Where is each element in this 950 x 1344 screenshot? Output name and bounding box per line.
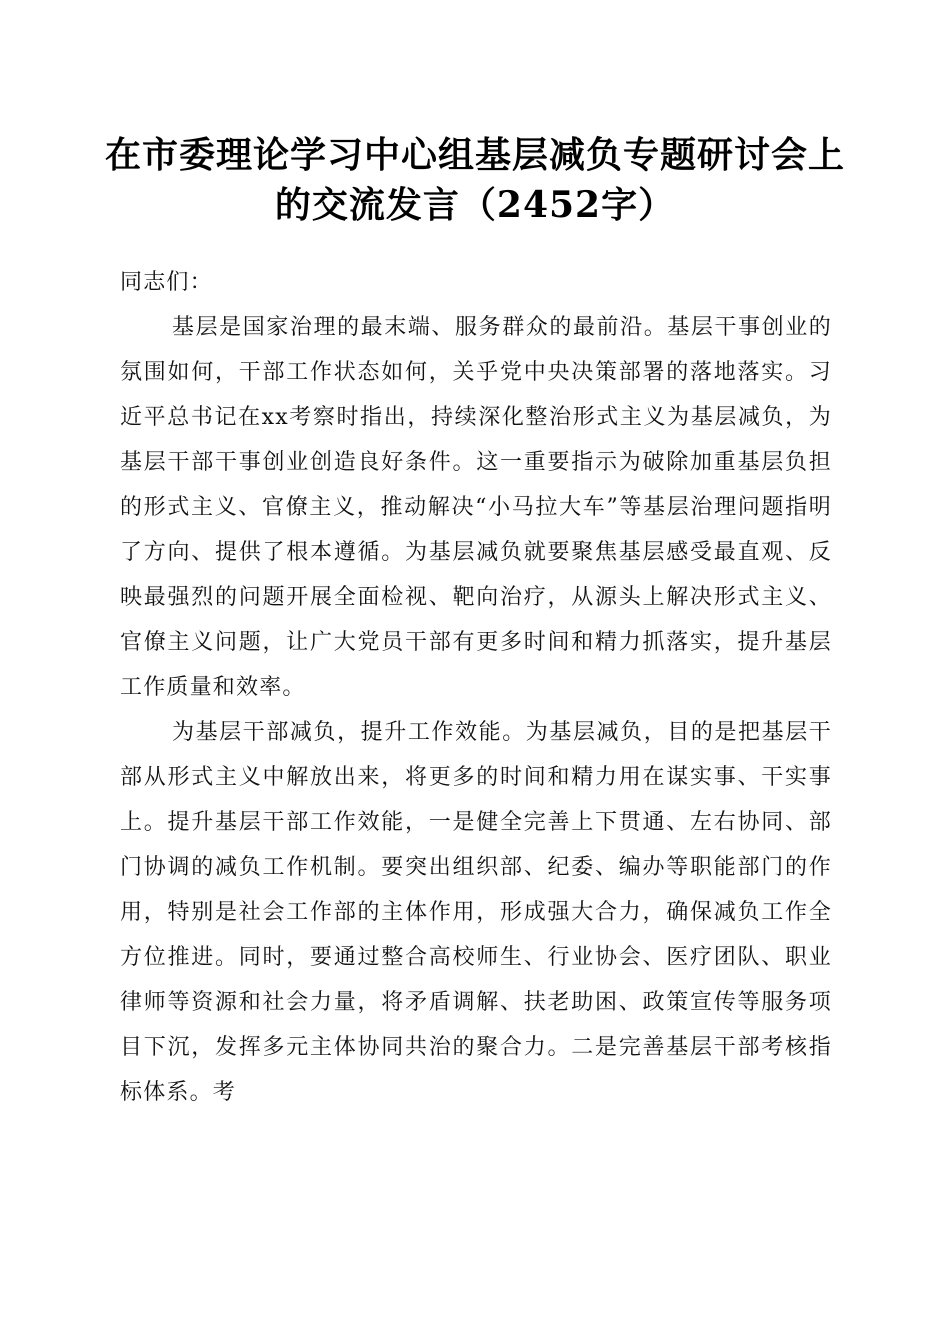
document-title	[100, 130, 850, 230]
title-line-1: 在市委理论学习中心组基层减负专题研讨会上	[104, 134, 845, 176]
paragraph-2: 为基层干部减负，提升工作效能。为基层减负，目的是把基层干部从形式主义中解放出来，将更多的时间和精力用在谋实事、干实事上。提升基层干部工作效能，一是健全完善上下贯通、左右协同、部门协调的减负工作机制。要突出组织部、纪委、编办等职能部门的作用，特别是社会工作部的主体作用，形成强大合力，确保减负工作全方位推进。同时，要通过整合高校师生、行业协会、医疗团队、职业律师等资源和社会力量，将矛盾调解、扶老助困、政策宣传等服务项目下沉，发挥多元主体协同共治的聚合力。二是完善基层干部考核指标体系。考	[120, 720, 832, 1105]
paragraph-1: 基层是国家治理的最末端、服务群众的最前沿。基层干事创业的氛围如何，干部工作状态如何，关乎党中央决策部署的落地落实。习近平总书记在xx考察时指出，持续深化整治形式主义为基层减负，为基层干部干事创业创造良好条件。这一重要指示为破除加重基层负担的形式主义、官僚主义，推动解决“小马拉大车”等基层治理问题指明了方向、提供了根本遵循。为基层减负就要聚焦基层感受最直观、反映最强烈的问题开展全面检视、靶向治疗，从源头上解决形式主义、官僚主义问题，让广大党员干部有更多时间和精力抓落实，提升基层工作质量和效率。	[120, 315, 832, 700]
title-line-2: 的交流发言（2452字）	[274, 184, 676, 226]
salutation: 同志们：	[120, 270, 213, 295]
document-body	[120, 260, 832, 1115]
